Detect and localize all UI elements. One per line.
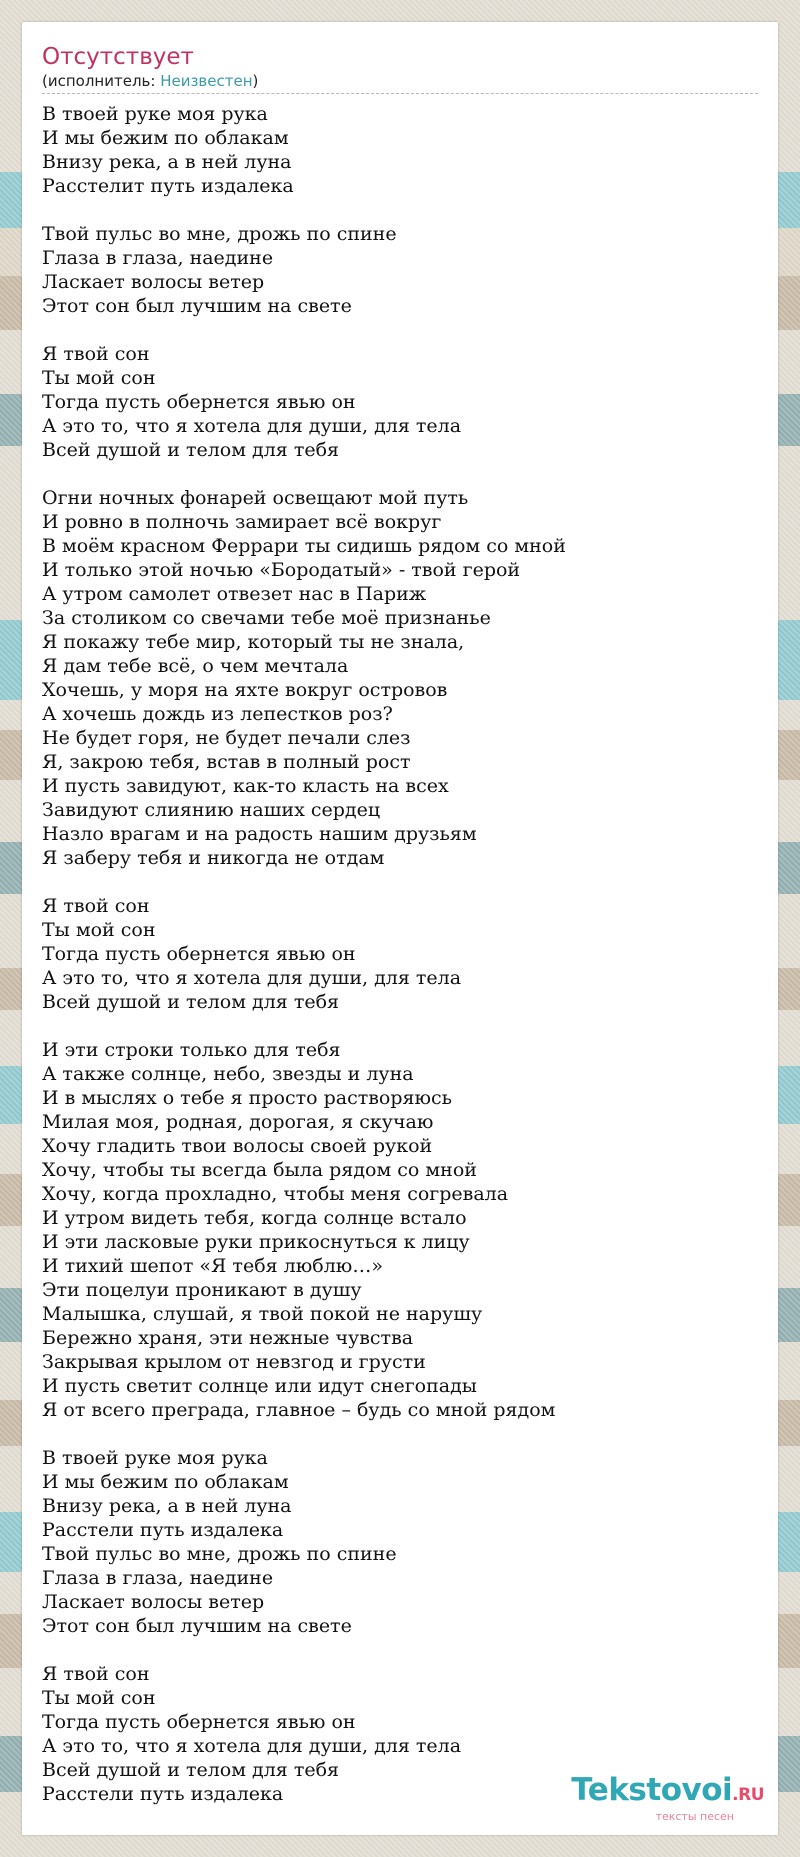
lyrics-stanza — [42, 102, 758, 198]
lyrics-line: Этот сон был лучшим на свете — [42, 295, 352, 317]
lyrics-stanza — [42, 342, 758, 462]
lyrics-line: Тогда пусть обернется явью он — [42, 943, 356, 965]
lyrics-line: А утром самолет отвезет нас в Париж — [42, 583, 427, 605]
lyrics-line: Внизу река, а в ней луна — [42, 151, 292, 173]
artist-link[interactable]: Неизвестен — [160, 72, 253, 90]
lyrics-line: Ласкает волосы ветер — [42, 271, 265, 293]
logo-tagline: тексты песен — [655, 1810, 734, 1823]
artist-prefix: (исполнитель: — [42, 72, 161, 90]
lyrics-stanza — [42, 1446, 758, 1638]
lyrics-line: Ты мой сон — [42, 919, 156, 941]
lyrics-line: Твой пульс во мне, дрожь по спине — [42, 223, 397, 245]
lyrics-line: Этот сон был лучшим на свете — [42, 1615, 352, 1637]
lyrics-line: Огни ночных фонарей освещают мой путь — [42, 487, 469, 509]
lyrics-line: Назло врагам и на радость нашим друзьям — [42, 823, 477, 845]
lyrics-line: Расстелит путь издалека — [42, 175, 294, 197]
lyrics-line: Эти поцелуи проникают в душу — [42, 1279, 362, 1301]
lyrics-line: Я дам тебе всё, о чем мечтала — [42, 655, 349, 677]
lyrics-line: Хочу гладить твои волосы своей рукой — [42, 1135, 433, 1157]
lyrics-line: И пусть завидуют, как-то класть на всех — [42, 775, 449, 797]
lyrics-line: И эти строки только для тебя — [42, 1039, 341, 1061]
lyrics-line: В моём красном Феррари ты сидишь рядом со мной — [42, 535, 566, 557]
lyrics-line: Я заберу тебя и никогда не отдам — [42, 847, 385, 869]
lyrics-line: Я от всего преграда, главное – будь со мной рядом — [42, 1399, 556, 1421]
lyrics-line: Ты мой сон — [42, 367, 156, 389]
lyrics-line: Я, закрою тебя, встав в полный рост — [42, 751, 411, 773]
lyrics-line: Я твой сон — [42, 895, 150, 917]
lyrics-line: И эти ласковые руки прикоснуться к лицу — [42, 1231, 470, 1253]
lyrics-line: А это то, что я хотела для души, для тела — [42, 967, 462, 989]
lyrics-line: Бережно храня, эти нежные чувства — [42, 1327, 414, 1349]
lyrics-body — [42, 102, 758, 1806]
lyrics-line: За столиком со свечами тебе моё признанье — [42, 607, 491, 629]
lyrics-line: И ровно в полночь замирает всё вокруг — [42, 511, 442, 533]
lyrics-line: Глаза в глаза, наедине — [42, 1567, 274, 1589]
lyrics-line: В твоей руке моя рука — [42, 1447, 268, 1469]
site-logo[interactable] — [571, 1774, 764, 1823]
lyrics-line: Всей душой и телом для тебя — [42, 439, 339, 461]
lyrics-line: Всей душой и телом для тебя — [42, 991, 339, 1013]
lyrics-line: Ты мой сон — [42, 1687, 156, 1709]
lyrics-line: Твой пульс во мне, дрожь по спине — [42, 1543, 397, 1565]
lyrics-line: Тогда пусть обернется явью он — [42, 391, 356, 413]
lyrics-line: Хочу, когда прохладно, чтобы меня согревала — [42, 1183, 509, 1205]
lyrics-line: Милая моя, родная, дорогая, я скучаю — [42, 1111, 434, 1133]
artist-suffix: ) — [252, 72, 259, 90]
lyrics-line: И в мыслях о тебе я просто растворяюсь — [42, 1087, 453, 1109]
lyrics-line: А это то, что я хотела для души, для тела — [42, 415, 462, 437]
logo-name: Tekstovoi — [571, 1772, 733, 1808]
lyrics-line: В твоей руке моя рука — [42, 103, 268, 125]
lyrics-stanza — [42, 1038, 758, 1422]
lyrics-line: Малышка, слушай, я твой покой не нарушу — [42, 1303, 483, 1325]
lyrics-line: И только этой ночью «Бородатый» - твой герой — [42, 559, 521, 581]
lyrics-line: А хочешь дождь из лепестков роз? — [42, 703, 393, 725]
lyrics-line: Хочешь, у моря на яхте вокруг островов — [42, 679, 448, 701]
lyrics-line: Закрывая крылом от невзгод и грусти — [42, 1351, 426, 1373]
lyrics-line: Расстели путь издалека — [42, 1783, 284, 1805]
song-title: Отсутствует — [42, 44, 194, 70]
lyrics-line: Я твой сон — [42, 343, 150, 365]
lyrics-card — [22, 22, 778, 1835]
lyrics-line: Хочу, чтобы ты всегда была рядом со мной — [42, 1159, 477, 1181]
lyrics-line: Расстели путь издалека — [42, 1519, 284, 1541]
lyrics-line: И мы бежим по облакам — [42, 1471, 289, 1493]
lyrics-stanza — [42, 222, 758, 318]
lyrics-line: Я твой сон — [42, 1663, 150, 1685]
lyrics-line: Глаза в глаза, наедине — [42, 247, 274, 269]
lyrics-line: Всей душой и телом для тебя — [42, 1759, 339, 1781]
lyrics-line: Внизу река, а в ней луна — [42, 1495, 292, 1517]
lyrics-line: И пусть светит солнце или идут снегопады — [42, 1375, 477, 1397]
lyrics-stanza — [42, 486, 758, 870]
lyrics-line: Завидуют слиянию наших сердец — [42, 799, 381, 821]
lyrics-line: А это то, что я хотела для души, для тела — [42, 1735, 462, 1757]
lyrics-stanza — [42, 894, 758, 1014]
lyrics-line: А также солнце, небо, звезды и луна — [42, 1063, 414, 1085]
artist-line — [42, 70, 758, 94]
lyrics-line: Ласкает волосы ветер — [42, 1591, 265, 1613]
lyrics-line: Я покажу тебе мир, который ты не знала, — [42, 631, 465, 653]
lyrics-line: Не будет горя, не будет печали слез — [42, 727, 411, 749]
lyrics-line: Тогда пусть обернется явью он — [42, 1711, 356, 1733]
lyrics-line: И тихий шепот «Я тебя люблю…» — [42, 1255, 383, 1277]
logo-wordmark — [571, 1774, 764, 1811]
logo-tld: .RU — [732, 1785, 764, 1805]
lyrics-line: И утром видеть тебя, когда солнце встало — [42, 1207, 467, 1229]
lyrics-line: И мы бежим по облакам — [42, 127, 289, 149]
